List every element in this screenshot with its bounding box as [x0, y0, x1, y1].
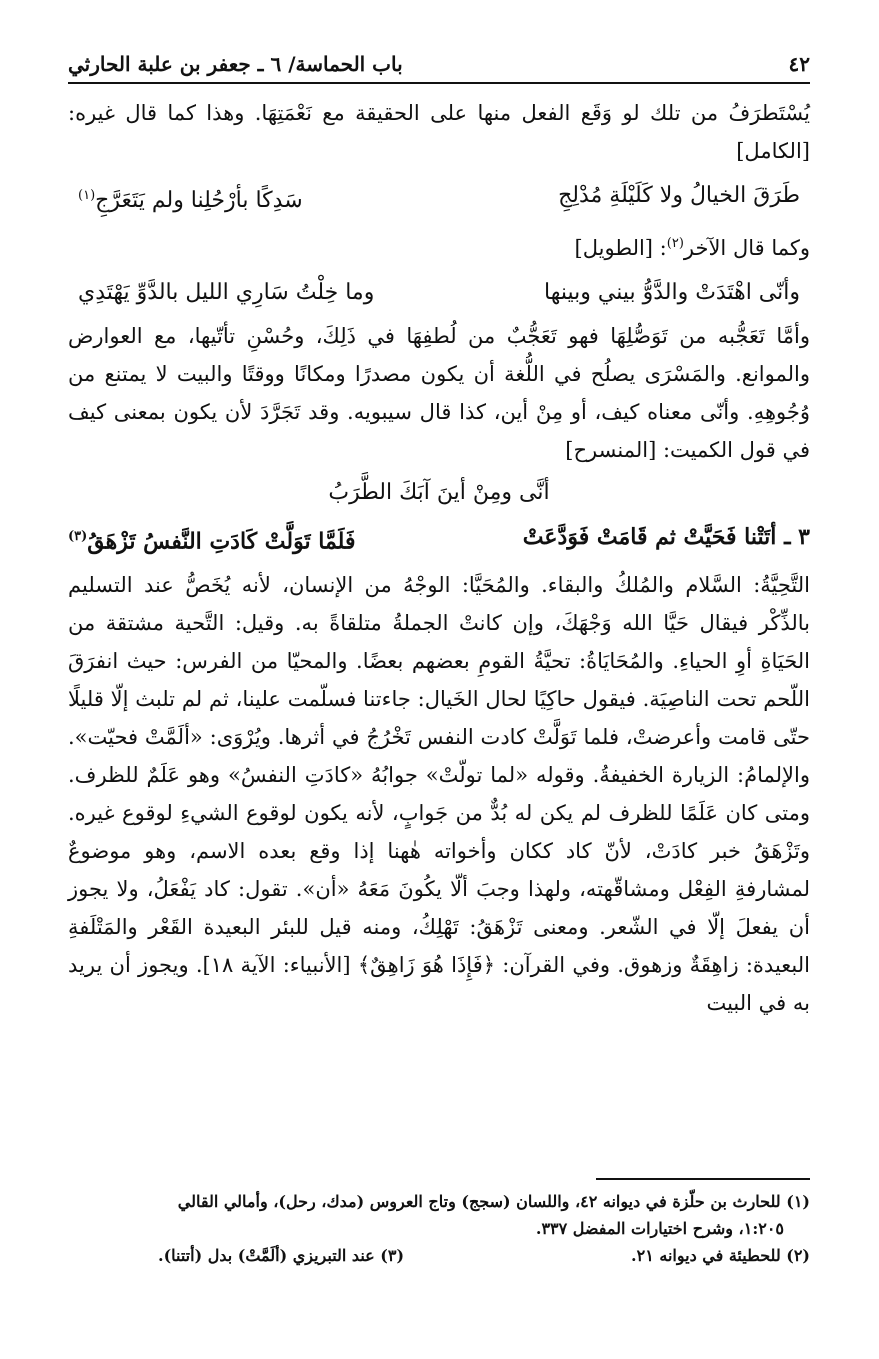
footnote-row-2-3 [68, 1242, 810, 1269]
paragraph-2 [68, 225, 810, 267]
paragraph-1 [68, 94, 810, 170]
verse-1-second-text: سَدِكًا بأرْحُلِنا ولم يَتَعَرَّجِ [95, 188, 303, 214]
verse-1-first-hemistich: طَرَقَ الخيالُ ولا كَلَيْلَةِ مُدْلِجِ [558, 183, 800, 208]
header-rule [68, 82, 810, 84]
footnote-ref-1: (١) [78, 188, 96, 203]
paragraph-3: وأمَّا تَعَجُّبه من تَوَصُّلِهَا فهو تَعَجُّبٌ من لُطفِهَا في ذَلِكَ، وحُسْنِ تأتّيها، مع العوارض والموانع. والمَسْرَى يصلُح في اللُّغة أن يكون مصدرًا ومكانًا ووقتًا والبيت لا يمتنع من وُجُوهِهِ. وأنّى معناه كيف، أو مِنْ أين، كذا قال سيبويه. وقد تَجَرَّدَ لأن يكون بمعنى كيف في قول الكميت: [المنسرح] [68, 324, 810, 463]
verse-3-second-text: فَلَمَّا تَوَلَّتْ كَادَتِ النَّفسُ تَزْهَقُ [87, 528, 356, 555]
verse-3-number: ٣ ـ [784, 524, 810, 551]
verse-2-second-hemistich: وما خِلْتُ سَارِي الليل بالدَّوِّ يَهْتَدِي [78, 280, 375, 306]
half-verse-kumayt: أنَّى ومِنْ أينَ آبَكَ الطَّرَبُ [328, 480, 550, 506]
footnote-3: (٣) عند التبريزي (ألَمَّتْ) بدل (أتتنا). [158, 1246, 405, 1265]
verse-1 [78, 176, 800, 221]
verse-3-second-hemistich [68, 517, 355, 561]
footnote-rule [596, 1178, 810, 1180]
meter-label-tawil: : [الطويل] [574, 236, 667, 261]
footnote-1-line-1: (١) للحارث بن حلّزة في ديوانه ٤٢، واللسان (سجج) وتاج العروس (مدك، رحل)، وأمالي القالي [177, 1192, 810, 1211]
footnotes [68, 1188, 810, 1269]
page-body [68, 52, 810, 1022]
footnote-2: (٢) للحطيئة في ديوانه ٢١. [631, 1246, 810, 1265]
footnote-ref-3: (٣) [68, 529, 88, 545]
running-title: باب الحماسة/ ٦ ـ جعفر بن علبة الحارثي [68, 52, 403, 76]
verse-3-first-text: أتَتْنا فَحَيَّتْ ثم قَامَتْ فَوَدَّعَتْ [522, 524, 777, 551]
verse-3-first-hemistich [523, 517, 810, 561]
footnote-1-line-2: ١:٢٠٥، وشرح اختيارات المفضل ٣٣٧. [535, 1219, 784, 1238]
paragraph-1-text: يُسْتَطرَفُ من تلك لو وَقَع الفعل منها على الحقيقة مع نَعْمَتِهَا. وهذا كما قال غيره: [68, 101, 810, 125]
verse-3 [68, 517, 810, 561]
meter-label-kamil: [الكامل] [736, 139, 810, 163]
verse-2-first-hemistich: وأنّى اهْتَدَتْ والدَّوُّ بيني وبينها [544, 280, 800, 306]
paragraph-2-text: وكما قال الآخر [683, 236, 810, 261]
page-header [68, 52, 810, 82]
paragraph-4: التَّحِيَّةُ: السَّلام والمُلكُ والبقاء. والمُحَيَّا: الوجْهُ من الإنسان، لأنه يُخَصُّ عند التسليم بالذِّكْر فيقال حَيَّا الله وَجْهَكَ، وإن كانتْ الجملةُ متلقاةً به. وقيل: التَّحية مشتقة من الحَيَاةِ أوِ الحياءِ. والمُحَايَاةُ: تحيَّةُ القومِ بعضهم بعضًا. والمحيّا من الفرس: حيث انفرَقَ اللّحم تحت الناصِيَة. فيقول حاكِيًا لحال الخَيال: جاءتنا فسلّمت علينا، ثم لم تلبث إلّا قليلًا حتّى قامت وأعرضتْ، فلما تَوَلَّتْ كادت النفس تَخْرُجُ في أثرها. ويُرْوَى: «ألَمَّتْ فحيّت». والإلمامُ: الزيارة الخفيفةُ. وقوله «لما تولّتْ» جوابُهُ «كادَتِ النفسُ» وهو عَلَمٌ للظرف. ومتى كان عَلَمًا للظرف لم يكن له بُدٌّ من جَوابٍ، لأنه يكون لوقوع الشيءِ لوقوع غيره. وتَزْهَقُ خبر كادَتْ، لأنّ كاد ككان وأخواته هٰهنا إذا وقع بعده الاسم، وهو موضوعٌ لمشارفةِ الفِعْل ومشاقّهته، ولهذا وجبَ ألّا يكُونَ مَعَهُ «أن». تقول: كاد يَفْعَلُ، ولا يجوز أن يفعلَ إلّا في الشّعر. ومعنى تَزْهَقُ: تَهْلِكُ، ومنه قيل للبئر البعيدة القَعْر والمَتْلَفةِ البعيدة: زاهِقَةٌ وزهوق. وفي القرآن: ﴿فَإِذَا هُوَ زَاهِقٌ﴾ [الأنبياء: الآية ١٨]. ويجوز أن يريد به في البيت [68, 572, 811, 1015]
verse-2 [78, 273, 800, 313]
page-number: ٤٢ [788, 52, 810, 76]
footnote-ref-2: (٢) [666, 236, 684, 252]
verse-1-second-hemistich [78, 176, 303, 221]
